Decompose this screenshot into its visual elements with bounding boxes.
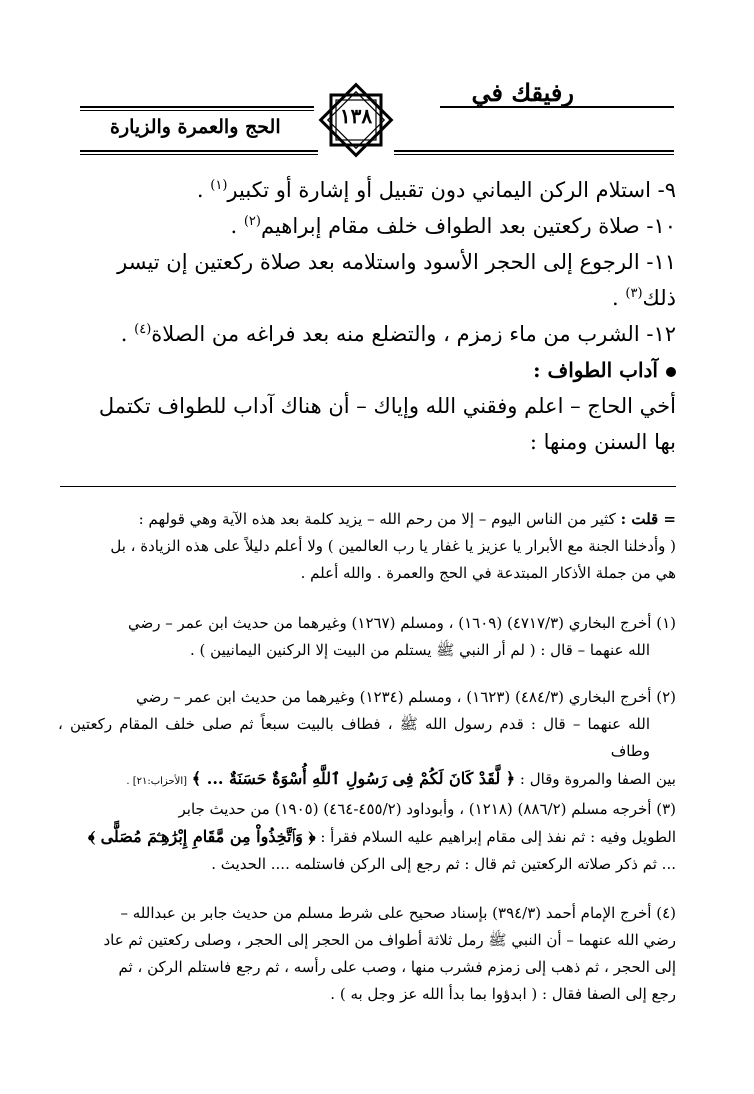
quran-verse: ﴿ لَّقَدْ كَانَ لَكُمْ فِى رَسُولِ ٱللَّهِ أُسْوَةٌ حَسَنَةٌ ... ﴾ bbox=[191, 769, 516, 788]
footnote-divider bbox=[60, 486, 676, 487]
main-text bbox=[60, 172, 676, 460]
page-number: ١٣٨ bbox=[339, 104, 373, 128]
footnote-ref: (٢) bbox=[243, 214, 261, 229]
footnote-0: = قلت : كثير من الناس اليوم – إلا من رحم الله – يزيد كلمة بعد هذه الآية وهي قولهم : ( وأدخلنا الجنة مع الأبرار يا عزيز يا غفار يا رب العالمين ) ولا أعلم دليلاً على هذه الزيادة ، بل هي من جملة الأذكار المبتدعة في الحج والعمرة . والله أعلم . bbox=[110, 510, 676, 582]
surah-reference: [الأحزاب:٢١] . bbox=[126, 776, 188, 787]
running-title-bottom: الحج والعمرة والزيارة bbox=[110, 116, 281, 138]
footnote-ref: (٤) bbox=[134, 322, 152, 337]
list-item-10: ١٠- صلاة ركعتين بعد الطواف خلف مقام إبراهيم$^{(٢)}$ . bbox=[230, 214, 676, 238]
footnote-3: (٣) أخرجه مسلم (٨٨٦/٢) (١٢١٨) ، وأبوداود (٤٥٥/٢-٤٦٤) (١٩٠٥) من حديث جابر الطويل وفيه : ثم نفذ إلى مقام إبراهيم عليه السلام فقرأ : ﴿ وَٱتَّخِذُواْ مِن مَّقَامِ إِبْرَٰهِـۧمَ مُصَلًّى ﴾ ... ثم ذكر صلاته الركعتين ثم قال : ثم رجع إلى الركن فاستلمه .... الحديث . bbox=[87, 800, 676, 873]
footnote-ref: (٣) bbox=[625, 286, 643, 301]
header-rule-left bbox=[80, 106, 314, 108]
header-rule-left-thin bbox=[80, 110, 314, 111]
footnote-ref: (١) bbox=[210, 178, 228, 193]
footnote-2: (٢) أخرج البخاري (٤٨٤/٣) (١٦٢٣) ، ومسلم (١٢٣٤) وغيرهما من حديث ابن عمر – رضي الله عنهما – قال : قدم رسول الله ﷺ ، فطاف بالبيت سبعاً ثم صلى خلف المقام ركعتين ، وطاف بين الصفا والمروة وقال : ﴿ لَّقَدْ كَانَ لَكُمْ فِى رَسُولِ ٱللَّهِ أُسْوَةٌ حَسَنَةٌ ... ﴾ [الأحزاب:٢١] . bbox=[58, 688, 676, 788]
running-title-top: رفيقك في bbox=[471, 78, 574, 107]
quran-verse: ﴿ وَٱتَّخِذُواْ مِن مَّقَامِ إِبْرَٰهِـۧمَ مُصَلًّى ﴾ bbox=[87, 827, 316, 846]
footnote-1: (١) أخرج البخاري (٤٧١٧/٣) (١٦٠٩) ، ومسلم (١٢٦٧) وغيرهما من حديث ابن عمر – رضي الله عنهما – قال : ( لم أر النبي ﷺ يستلم من البيت إلا الركنين اليمانيين ) . bbox=[127, 614, 676, 659]
paragraph-line: أخي الحاج – اعلم وفقني الله وإياك – أن هناك آداب للطواف تكتمل bbox=[98, 394, 676, 418]
list-item-12: ١٢- الشرب من ماء زمزم ، والتضلع منه بعد فراغه من الصلاة$^{(٤)}$ . bbox=[120, 322, 676, 346]
list-item-11-cont: ذلك$^{(٣)}$ . bbox=[612, 286, 676, 310]
list-item-11: ١١- الرجوع إلى الحجر الأسود واستلامه بعد صلاة ركعتين إن تيسر bbox=[117, 250, 676, 274]
paragraph-line: بها السنن ومنها : bbox=[529, 430, 676, 454]
section-heading: آداب الطواف : bbox=[60, 352, 676, 388]
list-item-9: ٩- استلام الركن اليماني دون تقبيل أو إشارة أو تكبير$^{(١)}$ . bbox=[196, 178, 676, 202]
bullet-icon bbox=[666, 367, 676, 377]
footnote-4: (٤) أخرج الإمام أحمد (٣٩٤/٣) بإسناد صحيح على شرط مسلم من حديث جابر بن عبدالله – رضي الله عنهما – أن النبي ﷺ رمل ثلاثة أطواف من الحجر إلى الحجر ، وصلى ركعتين ثم عاد إلى الحجر ، ثم ذهب إلى زمزم فشرب منها ، وصب على رأسه ، ثم رجع فاستلم الركن ، ثم رجع إلى الصفا فقال : ( ابدؤوا بما بدأ الله عز وجل به ) . bbox=[103, 904, 676, 1003]
page-number-badge bbox=[318, 82, 394, 158]
